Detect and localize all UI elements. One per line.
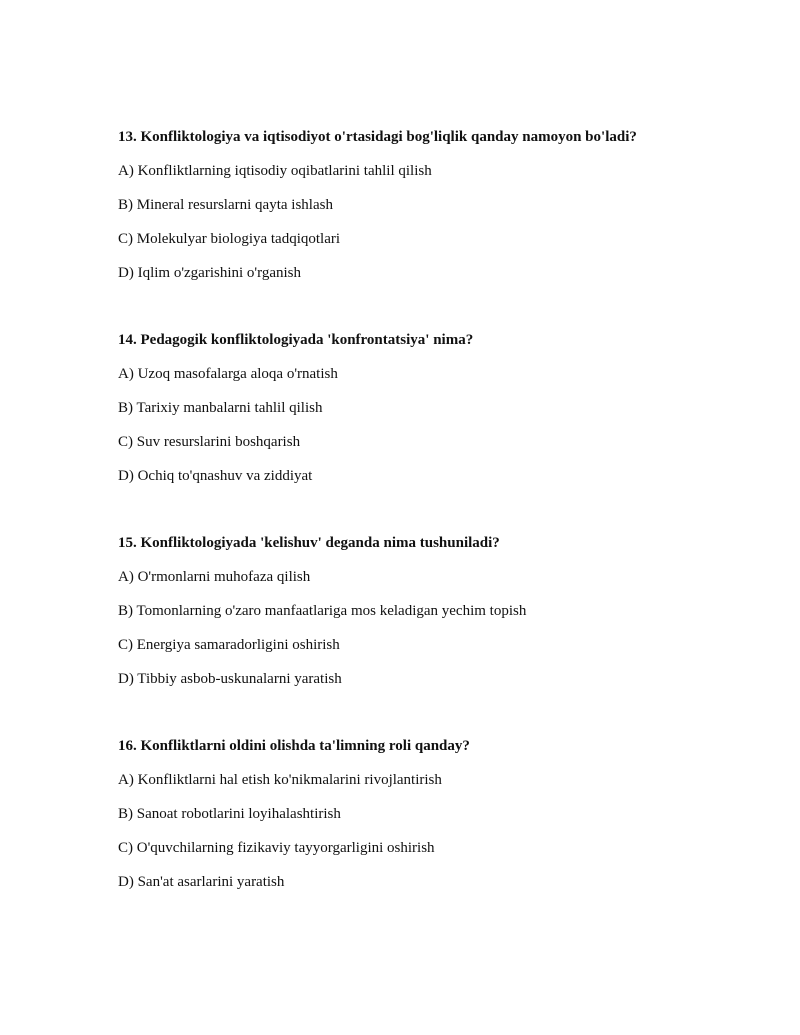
option-b: B) Tomonlarning o'zaro manfaatlariga mos keladigan yechim topish xyxy=(118,603,527,619)
question-15 xyxy=(118,534,758,687)
option-d: D) Iqlim o'zgarishini o'rganish xyxy=(118,265,302,281)
option-b: B) Tarixiy manbalarni tahlil qilish xyxy=(118,400,323,416)
option-c: C) Molekulyar biologiya tadqiqotlari xyxy=(118,231,341,247)
question-title: 16. Konfliktlarni oldini olishda ta'limning roli qanday? xyxy=(118,738,470,754)
option-d: D) Ochiq to'qnashuv va ziddiyat xyxy=(118,468,313,484)
option-c: C) Energiya samaradorligini oshirish xyxy=(118,637,340,653)
option-a: A) Konfliktlarning iqtisodiy oqibatlarini tahlil qilish xyxy=(118,163,432,179)
option-b: B) Sanoat robotlarini loyihalashtirish xyxy=(118,806,341,822)
option-a: A) Uzoq masofalarga aloqa o'rnatish xyxy=(118,366,338,382)
option-a: A) O'rmonlarni muhofaza qilish xyxy=(118,569,311,585)
option-a: A) Konfliktlarni hal etish ko'nikmalarini rivojlantirish xyxy=(118,772,442,788)
option-c: C) Suv resurslarini boshqarish xyxy=(118,434,301,450)
option-c: C) O'quvchilarning fizikaviy tayyorgarligini oshirish xyxy=(118,840,435,856)
question-14 xyxy=(118,331,758,484)
question-13 xyxy=(118,128,758,281)
option-b: B) Mineral resurslarni qayta ishlash xyxy=(118,197,333,213)
option-d: D) San'at asarlarini yaratish xyxy=(118,874,285,890)
question-title: 14. Pedagogik konfliktologiyada 'konfrontatsiya' nima? xyxy=(118,332,474,348)
question-title: 13. Konfliktologiya va iqtisodiyot o'rtasidagi bog'liqlik qanday namoyon bo'ladi? xyxy=(118,129,637,145)
option-d: D) Tibbiy asbob-uskunalarni yaratish xyxy=(118,671,342,687)
question-16 xyxy=(118,737,758,890)
question-title: 15. Konfliktologiyada 'kelishuv' deganda nima tushuniladi? xyxy=(118,535,500,551)
